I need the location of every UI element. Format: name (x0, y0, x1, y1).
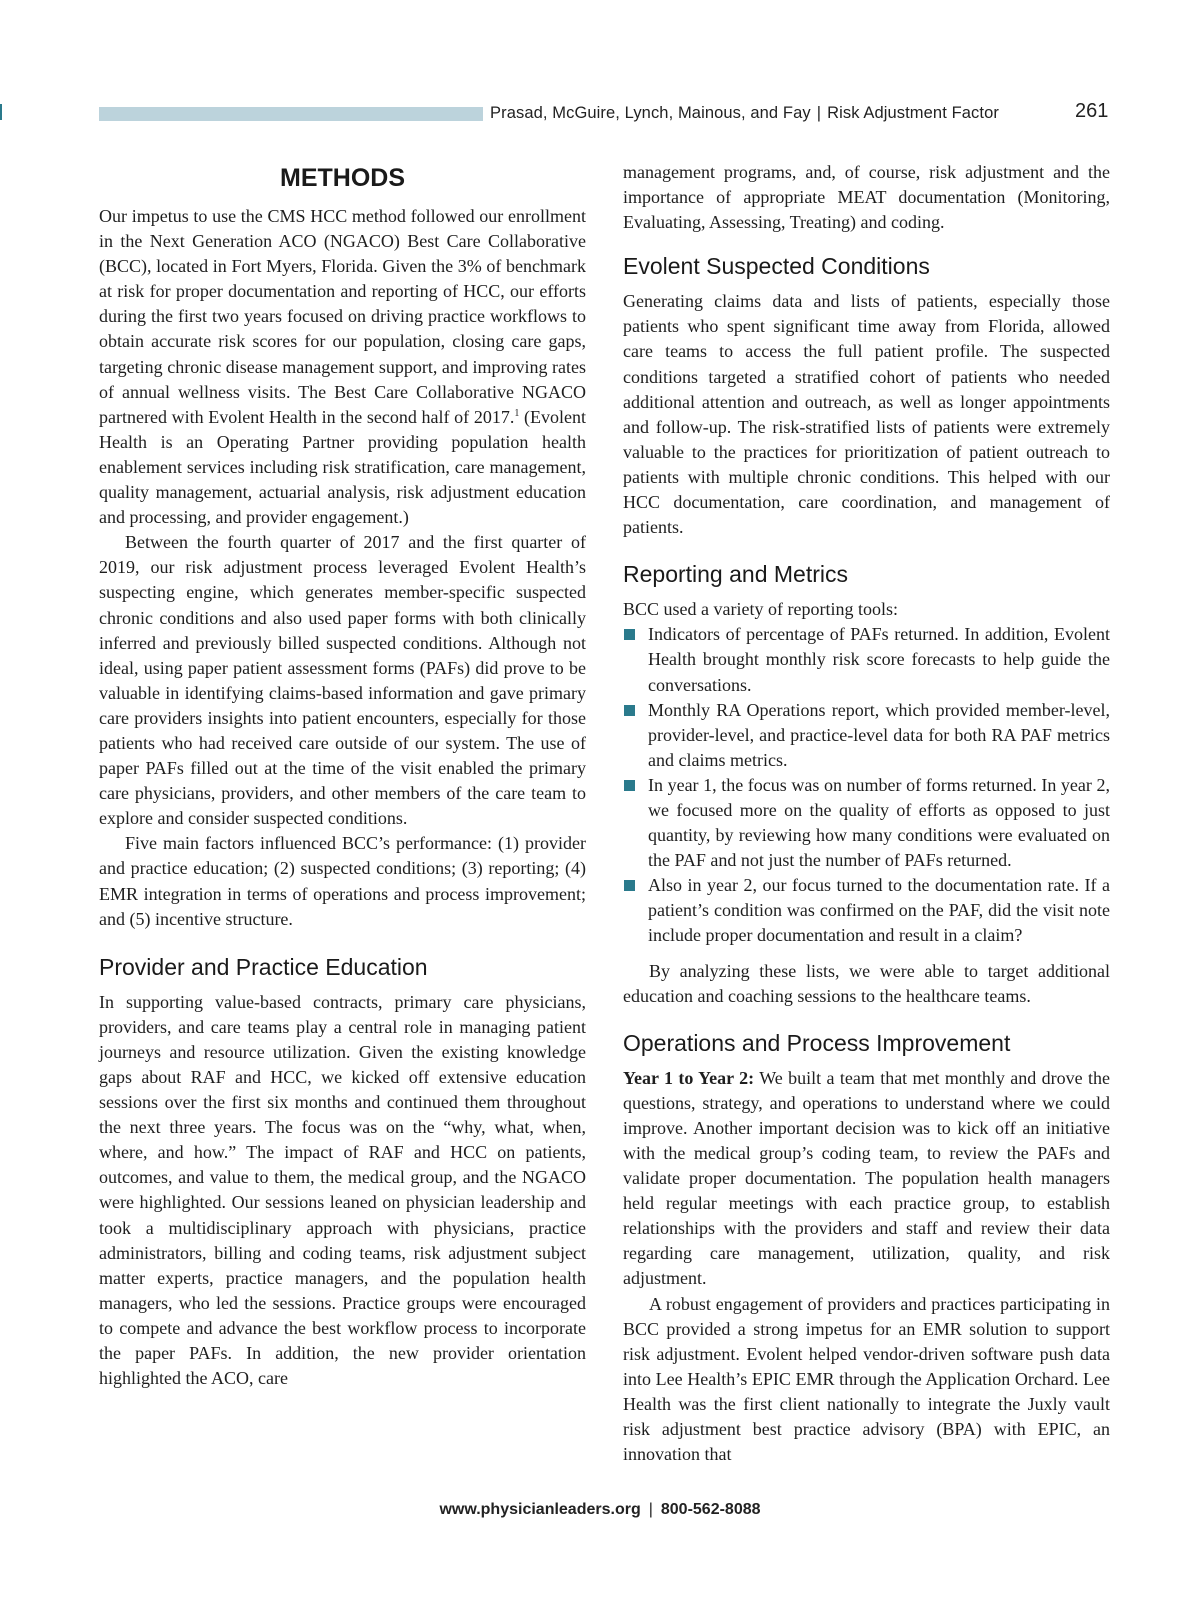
methods-heading: METHODS (280, 164, 405, 192)
list-item: Monthly RA Operations report, which provided member-level, provider-level, and practice-level data for both RA PAF metrics and claims metrics. (623, 698, 1110, 773)
list-item: Also in year 2, our focus turned to the documentation rate. If a patient’s condition was confirmed on the PAF, did the visit note include proper documentation and result in a claim? (623, 873, 1110, 948)
reporting-tools-list (623, 622, 1110, 948)
footer-phone: 800-562-8088 (660, 1501, 761, 1518)
square-bullet-icon (624, 629, 635, 640)
reporting-metrics-heading: Reporting and Metrics (623, 561, 848, 588)
provider-practice-education-paragraph: In supporting value-based contracts, primary care physicians, providers, and care teams play a central role in managing patient journeys and resource utilization. Given the existing knowledge gaps about RAF and HCC, we kicked off extensive education sessions over the first six months and continued them throughout the next three years. The focus was on the “why, what, when, where, and how.” The impact of RAF and HCC on patients, outcomes, and value to them, the medical group, and the NGACO were highlighted. Our sessions leaned on physician leadership and took a multidisciplinary approach with physicians, practice administrators, billing and coding teams, risk adjustment subject matter experts, practice managers, and the population health managers, who led the sessions. Practice groups were encouraged to compete and advance the best workflow process to incorporate the paper PAFs. In addition, the new provider orientation highlighted the ACO, care (99, 991, 586, 1389)
operations-process-improvement-heading: Operations and Process Improvement (623, 1029, 1011, 1056)
list-item: In year 1, the focus was on number of forms returned. In year 2, we focused more on the quality of efforts as opposed to just quantity, by reviewing how many conditions were evaluated on the PAF and not just the number of PAFs returned. (623, 773, 1110, 873)
list-item: Indicators of percentage of PAFs returned. In addition, Evolent Health brought monthly risk score forecasts to help guide the conversations. (623, 622, 1110, 697)
square-bullet-icon (624, 780, 635, 791)
operations-paragraph-2: A robust engagement of providers and practices participating in BCC provided a strong impetus for an EMR solution to support risk adjustment. Evolent helped vendor-driven software push data into Lee Health’s EPIC EMR through the Application Orchard. Lee Health was the first client nationally to integrate the Juxly vault risk adjustment best practice advisory (BPA) with EPIC, an innovation that (623, 1293, 1110, 1465)
reporting-metrics-closing: By analyzing these lists, we were able to target additional education and coaching sessions to the healthcare teams. (623, 960, 1110, 1006)
left-column (99, 160, 586, 1391)
header-accent-bar (99, 107, 483, 121)
square-bullet-icon (624, 880, 635, 891)
operations-paragraph-1: Year 1 to Year 2: We built a team that met monthly and drove the questions, strategy, and operations to understand where we could improve. Another important decision was to kick off an initiative with the medical group’s coding team, to review the PAFs and validate proper documentation. The population health managers held regular meetings with each practice group, to establish relationships with the providers and staff and review their data regarding care management, utilization, quality, and risk adjustment. (623, 1067, 1111, 1289)
footnote-ref: 1 (514, 407, 520, 419)
methods-paragraph-2: Between the fourth quarter of 2017 and the first quarter of 2019, our risk adjustment process leveraged Evolent Health’s suspecting engine, which generates member-specific suspected chronic conditions and also used paper forms with both clinically inferred and previously billed suspected conditions. Although not ideal, using paper patient assessment forms (PAFs) did prove to be valuable in identifying claims-based information and gave primary care providers insights into patient encounters, especially for those patients who had received care outside of our system. The use of paper PAFs filled out at the time of the visit enabled the primary care physicians, providers, and other members of the care team to explore and consider suspected conditions. (99, 532, 586, 829)
reporting-metrics-intro: BCC used a variety of reporting tools: (623, 599, 898, 620)
provider-practice-education-heading: Provider and Practice Education (99, 953, 428, 980)
header-separator: | (816, 104, 822, 122)
footer-website: www.physicianleaders.org (439, 1501, 641, 1518)
evolent-suspected-conditions-paragraph: Generating claims data and lists of patients, especially those patients who spent significant time away from Florida, allowed care teams to access the full patient profile. The suspected conditions targeted a stratified cohort of patients who needed additional attention and outreach, as well as longer appointments and follow-up. The risk-stratified lists of patients were extremely valuable to the practices for prioritization of patient outreach to patients with multiple chronic conditions. This helped with our HCC documentation, care coordination, and management of patients. (623, 291, 1110, 538)
continued-paragraph: management programs, and, of course, risk adjustment and the importance of appropriate MEAT documentation (Monitoring, Evaluating, Assessing, Treating) and coding. (623, 162, 1110, 233)
running-head (490, 104, 999, 123)
methods-paragraph-3: Five main factors influenced BCC’s performance: (1) provider and practice education; (2) suspected conditions; (3) reporting; (4) EMR integration in terms of operations and process improvement; and (5) incentive structure. (99, 833, 586, 929)
methods-paragraph-1: Our impetus to use the CMS HCC method followed our enrollment in the Next Generation ACO (NGACO) Best Care Collaborative (BCC), located in Fort Myers, Florida. Given the 3% of benchmark at risk for proper documentation and reporting of HCC, our efforts during the first two years focused on driving practice workflows to obtain accurate risk scores for our population, closing care gaps, targeting chronic disease management support, and improving rates of annual wellness visits. The Best Care Collaborative NGACO partnered with Evolent Health in the second half of 2017.$^1$ (Evolent Health is an Operating Partner providing population health enablement services including risk stratification, care management, quality management, actuarial analysis, risk adjustment education and processing, and provider engagement.) (99, 206, 586, 528)
header-authors: Prasad, McGuire, Lynch, Mainous, and Fay (490, 104, 811, 122)
header-article-title: Risk Adjustment Factor (827, 104, 999, 122)
edge-mark (0, 104, 2, 120)
footer (0, 1501, 1200, 1519)
right-column (623, 160, 1110, 1467)
page-number: 261 (1075, 100, 1109, 122)
evolent-suspected-conditions-heading: Evolent Suspected Conditions (623, 253, 930, 280)
year-lead-in: Year 1 to Year 2: (623, 1067, 755, 1088)
square-bullet-icon (624, 705, 635, 716)
footer-separator: | (648, 1501, 653, 1518)
